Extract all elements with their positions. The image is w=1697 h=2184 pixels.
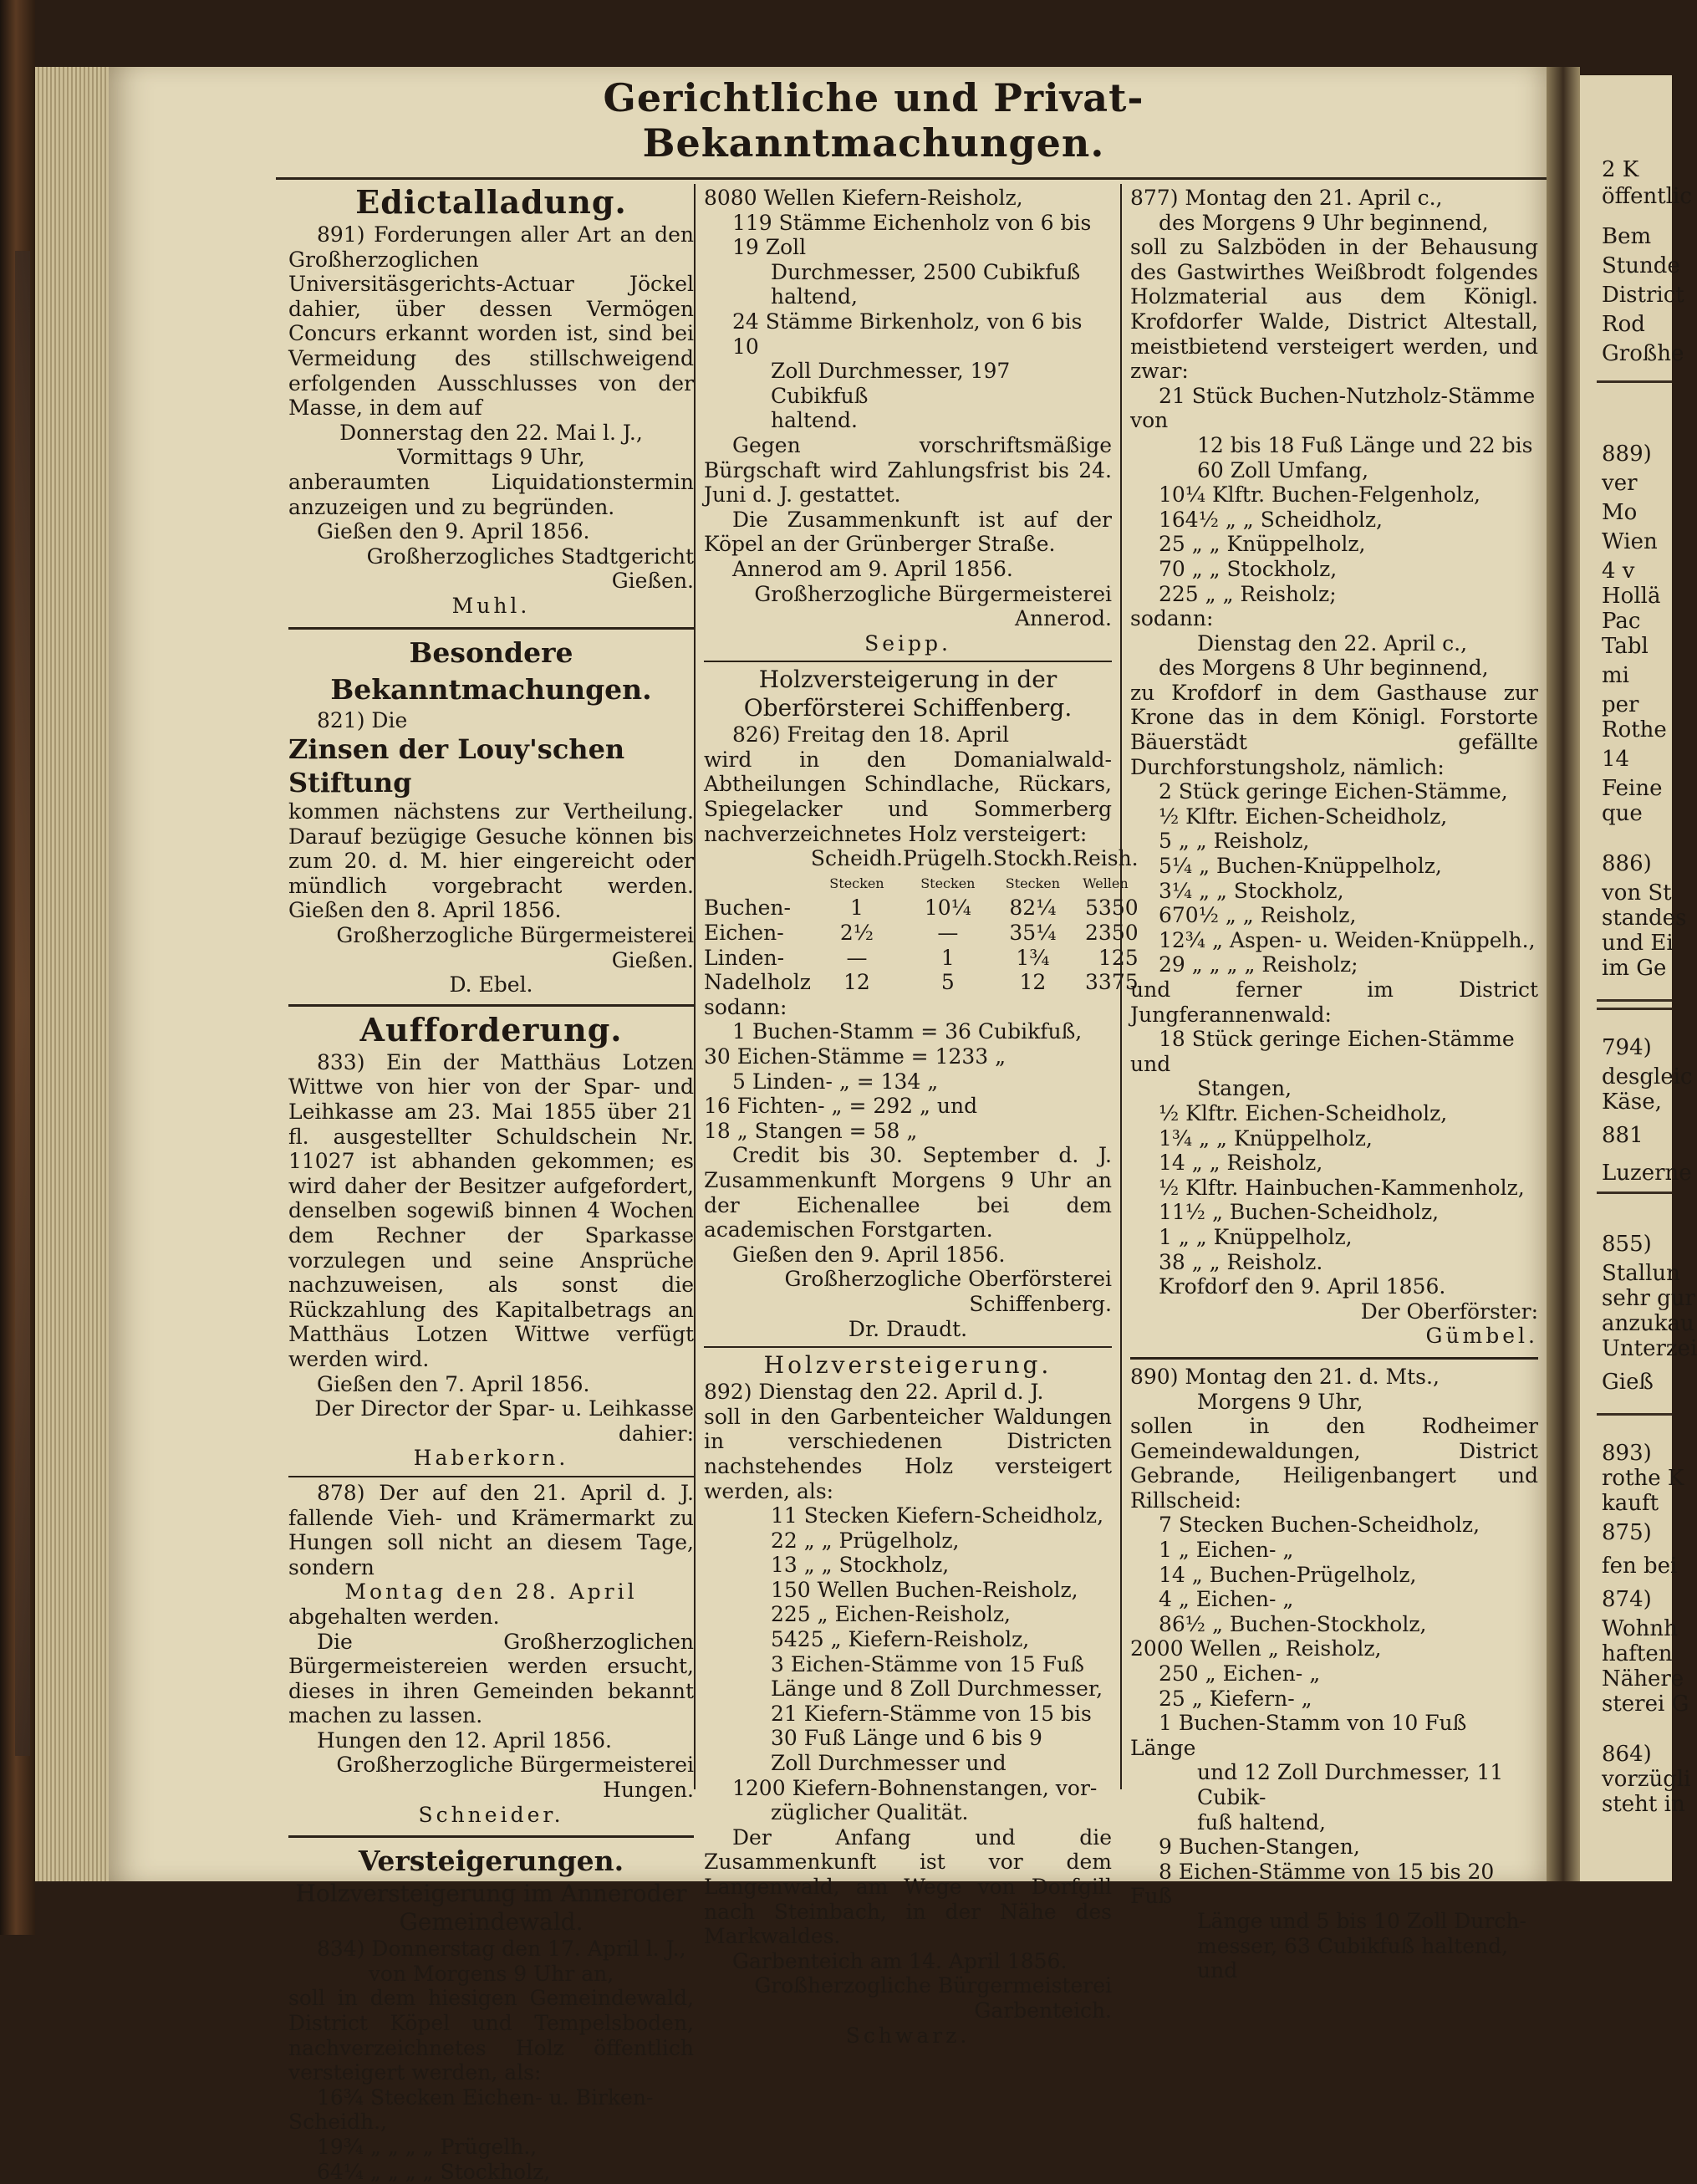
notice-877-signature-1: Der Oberförster: <box>1360 1299 1538 1324</box>
notice-877-day-2: Dienstag den 22. April c., <box>1197 630 1468 656</box>
table-cell: 3375 <box>1085 970 1139 995</box>
list-line: 164½ „ „ Scheidholz, <box>1159 507 1383 532</box>
table-cell: 12 <box>1019 970 1047 995</box>
notice-821-text: kommen nächstens zur Vertheilung. Darauf bezügige Gesuche können bis zum 20. d. M. hier eingereicht oder mündlich vorgebracht werden. Gießen den 8. April 1856. <box>288 799 694 923</box>
list-line: Zoll Durchmesser und <box>771 1751 1006 1776</box>
annerod-title: Holzversteigerung im Annerоder Gemeindewald. <box>295 1880 687 1937</box>
list-line: 1¾ „ „ Knüppelholz, <box>1159 1125 1373 1151</box>
sodann-label: sodann: <box>1130 606 1214 631</box>
list-line: 150 Wellen Buchen-Reisholz, <box>771 1577 1078 1602</box>
list-line: 225 „ „ Reisholz; <box>1159 581 1337 606</box>
section-rule <box>704 1346 1112 1348</box>
list-line: 5425 „ Kiefern-Reisholz, <box>771 1627 1030 1652</box>
schiffenberg-title: Holzversteigerung in der Oberförsterei Schiffenberg. <box>743 666 1073 722</box>
header-rule <box>276 177 1547 180</box>
annerod-place: Annerod am 9. April 1856. <box>732 556 1013 581</box>
table-cell: 5 <box>940 970 955 995</box>
list-line: 12¾ „ Aspen- u. Weiden-Knüppelh., <box>1159 927 1536 952</box>
next-page-text: fen bei <box>1602 1554 1678 1579</box>
list-line: 13 „ „ Stockholz, <box>771 1553 950 1578</box>
list-line: 670½ „ „ Reisholz, <box>1159 903 1357 928</box>
notice-834-line-2: 19¾ „ „ „ „ Prügelh., <box>317 2135 538 2159</box>
notice-834-time: von Morgens 9 Uhr an, <box>368 1961 614 1986</box>
next-page-text: sterei G <box>1602 1692 1689 1717</box>
notice-890-time: Morgens 9 Uhr, <box>1197 1389 1363 1414</box>
next-page-rule <box>1597 1413 1672 1416</box>
holzversteigerung-title: Holzversteigerung. <box>763 1351 1052 1380</box>
list-line: 14 „ „ Reisholz, <box>1159 1151 1323 1176</box>
next-page-text: Großhe <box>1602 341 1684 366</box>
list-line: Durchmesser, 2500 Cubikfuß haltend, <box>771 259 1081 309</box>
notice-878-day: Montag den 28. April <box>344 1579 638 1605</box>
edict-date-2: Vormittags 9 Uhr, <box>397 445 585 470</box>
table-cell: Linden- <box>704 945 785 970</box>
annerod-terms: Gegen vorschriftsmäßige Bürgschaft wird Zahlungsfrist bis 24. Juni d. J. gestattet. <box>704 432 1112 508</box>
notice-877-text: soll zu Salzböden in der Behausung des Gastwirthes Weißbrodt folgendes Holzmaterial aus dem Königl. Krofdorfer Walde, District Altestall, meistbietend versteigert werden, und zwar: <box>1130 235 1538 384</box>
edict-title: Edictalladung. <box>355 183 627 221</box>
list-line: 25 „ Kiefern- „ <box>1159 1686 1312 1711</box>
list-line: 12 bis 18 Fuß Länge und 22 bis <box>1197 432 1533 457</box>
aufforderung-text: 833) Ein der Matthäus Lotzen Wittwe von hier von der Spar- und Leihkasse am 23. Mai 1855 über 21 fl. ausgestellter Schuldschein Nr. 11027 ist abhanden gekommen; es wird daher der Besitzer aufgefordert, denselben sogewiß binnen 4 Wochen dem Rechner der Sparkasse vorzulegen und seine Ansprüche nachzuweisen, als sonst die Rückzahlung des Kapitalbetrags an Matthäus Lotzen Wittwe verfügt werden wird. <box>288 1049 694 1371</box>
list-line: ½ Klftr. Eichen-Scheidholz, <box>1159 1100 1448 1125</box>
section-rule <box>1130 1357 1538 1360</box>
notice-834-line-1: 16¾ Stecken Eichen- u. Birken-Scheidh., <box>288 2084 654 2135</box>
table-header-cell <box>704 846 811 871</box>
next-page-text: 875) <box>1602 1520 1652 1545</box>
list-line: 25 „ „ Knüppelholz, <box>1159 532 1366 557</box>
notice-826-place: Gießen den 9. April 1856. <box>732 1242 1006 1267</box>
notice-877-place: Krofdorf den 9. April 1856. <box>1159 1274 1446 1299</box>
notice-877-date: 877) Montag den 21. April c., <box>1130 186 1443 210</box>
table-row <box>704 921 1139 946</box>
versteigerungen-title: Versteigerungen. <box>358 1845 624 1878</box>
aufforderung-signature-1: Der Director der Spar- u. Leihkasse dahier: <box>314 1396 694 1446</box>
list-line: 119 Stämme Eichenholz von 6 bis 19 Zoll <box>732 210 1092 260</box>
next-page-text: Luzerne <box>1602 1161 1692 1186</box>
list-line: messer, 63 Cubikfuß haltend, und <box>1197 1933 1509 1983</box>
list-line: 21 Kiefern-Stämme von 15 bis <box>771 1701 1092 1726</box>
notice-834-text: soll in dem hiesigen Gemeindewald, District Köpel und Tempelsboden, nachverzeichnetes Holz öffentlich versteigert werden, als: <box>288 1986 694 2085</box>
table-cell: 2350 <box>1085 921 1139 946</box>
table-cell: Buchen- <box>704 896 791 921</box>
list-line: 29 „ „ „ „ Reisholz; <box>1159 952 1358 977</box>
next-page-text: Mo <box>1602 500 1638 525</box>
table-header-cell: Reish. <box>1073 846 1139 871</box>
table-cell: 82¼ <box>1009 896 1057 921</box>
notice-877-ferner: und ferner im District Jungferannenwald: <box>1130 977 1538 1027</box>
notice-826-text: wird in den Domanialwald-Abtheilungen Schindlache, Rückars, Spiegelacker und Sommerberg nachverzeichnetes Holz versteigert: <box>704 747 1112 846</box>
list-line: 18 Stück geringe Eichen-Stämme und <box>1130 1027 1515 1076</box>
list-line: 9 Buchen-Stangen, <box>1159 1834 1360 1860</box>
list-line: 250 „ Eichen- „ <box>1159 1661 1321 1686</box>
list-line: Stangen, <box>1197 1076 1292 1101</box>
next-page-text: que <box>1602 801 1643 826</box>
page-edges <box>35 67 110 1881</box>
notice-878-place: Hungen den 12. April 1856. <box>317 1727 612 1753</box>
notice-892-signature-1: Großherzogliche Bürgermeisterei Garbenteich. <box>754 1973 1112 2023</box>
column-divider-1 <box>694 184 696 1789</box>
list-line: 70 „ „ Stockholz, <box>1159 556 1338 581</box>
table-cell: 12 <box>843 970 870 995</box>
table-unit-cell: Stecken <box>1005 875 1061 891</box>
edict-place: Gießen den 9. April 1856. <box>317 519 590 544</box>
list-line: 24 Stämme Birkenholz, von 6 bis 10 <box>732 309 1083 359</box>
table-cell: 1 <box>849 896 864 921</box>
notice-892-date: 892) Dienstag den 22. April d. J. <box>704 1380 1044 1405</box>
notice-892-text: soll in den Garbenteicher Waldungen in verschiedenen Districten nachstehendes Holz versteigert werden, als: <box>704 1404 1112 1503</box>
next-page-text: Unterzei <box>1602 1336 1697 1361</box>
next-page-text: rothe K <box>1602 1466 1684 1491</box>
table-cell: Nadelholz <box>704 970 811 995</box>
next-page-text: Feine <box>1602 776 1663 801</box>
notice-892-place: Garbenteich am 14. April 1856. <box>732 1948 1068 1973</box>
next-page-text: Käse, <box>1602 1089 1662 1115</box>
annerod-signature-1: Großherzogliche Bürgermeisterei Annerod. <box>754 581 1112 631</box>
next-page-text: mi <box>1602 663 1629 688</box>
list-line: 14 „ Buchen-Prügelholz, <box>1159 1562 1417 1587</box>
next-page-text: 881 <box>1602 1123 1643 1148</box>
table-cell: — <box>937 921 959 946</box>
list-line: 1 Buchen-Stamm von 10 Fuß Länge <box>1130 1711 1467 1760</box>
sodann-label: sodann: <box>704 994 787 1019</box>
next-page-text: 889) <box>1602 441 1652 467</box>
next-page-text: 874) <box>1602 1587 1652 1612</box>
next-page-text: Tabl <box>1602 634 1649 659</box>
next-page-text: Gieß <box>1602 1370 1654 1395</box>
list-line: 30 Fuß Länge und 6 bis 9 <box>771 1726 1042 1751</box>
next-page-text: Bem <box>1602 224 1652 249</box>
notice-821-heading: Zinsen der Louy'schen Stiftung <box>288 733 625 799</box>
notice-890-text: sollen in den Rodheimer Gemeindewaldungen, District Gebrande, Heiligenbangert und Rillscheid: <box>1130 1414 1538 1513</box>
next-page-text: 864) <box>1602 1742 1652 1767</box>
list-line: 2 Stück geringe Eichen-Stämme, <box>1159 779 1508 804</box>
section-rule <box>288 1835 694 1838</box>
next-page-text: kauft <box>1602 1491 1659 1516</box>
table-cell: 125 <box>1098 945 1139 970</box>
table-cell: 1 <box>940 945 955 970</box>
next-page-text: desgleic <box>1602 1064 1693 1089</box>
notice-821-signature-2: D. Ebel. <box>449 972 533 998</box>
next-page-text: vorzügli <box>1602 1767 1691 1792</box>
edict-signature-2: Muhl. <box>451 593 531 618</box>
next-page-rule <box>1597 1192 1672 1194</box>
notice-878-text-2: abgehalten werden. <box>288 1604 500 1629</box>
next-page-text: Wien <box>1602 529 1658 554</box>
next-page-text: per <box>1602 692 1639 717</box>
notice-878-signature-2: Schneider. <box>418 1802 564 1827</box>
edict-signature-1: Großherzogliches Stadtgericht Gießen. <box>366 543 694 594</box>
annerod-signature-2: Seipp. <box>864 630 951 656</box>
section-rule <box>704 661 1112 662</box>
book-gutter <box>1547 67 1580 1881</box>
list-line: 2000 Wellen „ Reisholz, <box>1130 1636 1382 1661</box>
next-page-text: steht in <box>1602 1792 1685 1817</box>
notice-878-text-3: Die Großherzoglichen Bürgermeistereien werden ersucht, dieses in ihren Gemeinden bekannt machen zu lassen. <box>288 1629 694 1728</box>
list-line: Länge und 8 Zoll Durchmesser, <box>771 1676 1103 1702</box>
list-line: 22 „ „ Prügelholz, <box>771 1528 960 1553</box>
next-page-text: Rothe <box>1602 717 1667 742</box>
list-line: 60 Zoll Umfang, <box>1197 457 1369 482</box>
notice-826-date: 826) Freitag den 18. April <box>732 722 1009 748</box>
column-1 <box>288 182 694 2184</box>
next-page-text: sehr gur <box>1602 1286 1695 1311</box>
list-line: 3¼ „ „ Stockholz, <box>1159 878 1344 903</box>
section-rule <box>288 627 694 630</box>
table-cell: 5350 <box>1085 896 1139 921</box>
table-cell: 2½ <box>839 921 874 946</box>
aufforderung-signature-2: Haberkorn. <box>413 1446 569 1471</box>
next-page-text: ver <box>1602 471 1638 496</box>
list-line: 30 Eichen-Stämme = 1233 „ <box>704 1044 1006 1069</box>
table-cell: 1¾ <box>1016 945 1050 970</box>
notice-834-line-3: 64¼ „ „ „ „ Stockholz, <box>317 2159 551 2184</box>
notice-878-text: 878) Der auf den 21. April d. J. fallende Vieh- und Krämermarkt zu Hungen soll nicht an diesem Tage, sondern <box>288 1480 694 1579</box>
list-line: haltend. <box>771 408 858 433</box>
next-page-text: standes <box>1602 906 1687 931</box>
next-page-text: Nähere <box>1602 1666 1684 1692</box>
next-page-text: von St <box>1602 880 1672 906</box>
list-line: 225 „ Eichen-Reisholz, <box>771 1602 1011 1627</box>
list-line: fuß haltend, <box>1197 1809 1326 1834</box>
next-page-text: Stallun <box>1602 1261 1680 1286</box>
wood-table <box>704 846 1139 995</box>
notice-821-signature-1: Großherzogliche Bürgermeisterei Gießen. <box>336 923 694 972</box>
next-page-text: haften <box>1602 1641 1673 1666</box>
list-line: 1200 Kiefern-Bohnenstangen, vor- <box>732 1775 1098 1800</box>
notice-878-signature-1: Großherzogliche Bürgermeisterei Hungen. <box>336 1753 694 1803</box>
next-page-text: anzukau <box>1602 1311 1694 1336</box>
notice-826-credit: Credit bis 30. September d. J. Zusammenkunft Morgens 9 Uhr an der Eichenallee bei dem academischen Forstgarten. <box>704 1143 1112 1243</box>
column-3 <box>1130 186 1538 1983</box>
page-header: Gerichtliche und Privat-Bekanntmachungen. <box>603 75 1144 166</box>
next-page-text: 2 K <box>1602 157 1639 182</box>
list-line: 3 Eichen-Stämme von 15 Fuß <box>771 1651 1084 1676</box>
table-unit-cell: Wellen <box>1083 875 1129 891</box>
aufforderung-place: Gießen den 7. April 1856. <box>317 1371 590 1396</box>
annerod-meeting: Die Zusammenkunft ist auf der Köpel an der Grünberger Straße. <box>704 507 1112 557</box>
table-unit-cell <box>704 871 811 896</box>
list-line: 8080 Wellen Kiefern-Reisholz, <box>704 186 1023 210</box>
list-line: 16 Fichten- „ = 292 „ und <box>704 1094 978 1119</box>
next-page-text: 893) <box>1602 1441 1652 1466</box>
edict-text: 891) Forderungen aller Art an den Großherzoglichen Universitäsgerichts-Actuar Jöckel dahier, über dessen Vermögen Concurs erkannt worden ist, sind bei Vermeidung des stillschweigend erfolgenden Ausschlusses von der Masse, in dem auf <box>288 222 694 421</box>
table-cell: — <box>846 945 868 970</box>
next-page-rule <box>1597 1008 1672 1010</box>
column-2 <box>704 186 1139 2048</box>
list-line: ½ Klftr. Hainbuchen-Kammenholz, <box>1159 1175 1525 1200</box>
notice-821-lead: 821) Die <box>317 707 408 732</box>
table-header-cell: Stockh. <box>992 846 1073 871</box>
edict-date-1: Donnerstag den 22. Mai l. J., <box>339 420 643 445</box>
list-line: 1 „ „ Knüppelholz, <box>1159 1224 1353 1249</box>
notice-877-time: des Morgens 9 Uhr beginnend, <box>1159 210 1489 235</box>
list-line: ½ Klftr. Eichen-Scheidholz, <box>1159 804 1448 829</box>
list-line: 11 Stecken Kiefern-Scheidholz, <box>771 1503 1104 1528</box>
table-row <box>704 896 1139 921</box>
next-page-text: und Ei <box>1602 931 1674 956</box>
next-page-text: Rod <box>1602 312 1645 337</box>
list-line: 5 „ „ Reisholz, <box>1159 829 1310 854</box>
section-rule <box>288 1004 694 1007</box>
list-line: 1 „ Eichen- „ <box>1159 1538 1294 1563</box>
table-cell: Eichen- <box>704 921 784 946</box>
next-page-text: öffentlic <box>1602 184 1692 209</box>
spine-band <box>15 251 30 1756</box>
list-line: 86½ „ Buchen-Stockholz, <box>1159 1611 1427 1636</box>
notice-892-meeting: Der Anfang und die Zusammenkunft ist vor dem Langenwald, am Wege von Dorfgill nach Steinbach, in der Nähe des Markwaldes. <box>704 1824 1112 1949</box>
besondere-title: Besondere Bekanntmachungen. <box>330 635 652 706</box>
next-page-rule <box>1597 999 1672 1002</box>
list-line: 21 Stück Buchen-Nutzholz-Stämme von <box>1130 383 1536 433</box>
notice-892-signature-2: Schwarz. <box>845 2023 971 2048</box>
edict-text-2: anberaumten Liquidationstermin anzuzeigen und zu begründen. <box>288 469 694 519</box>
next-page-text: 855) <box>1602 1232 1652 1257</box>
next-page-text: im Ge <box>1602 956 1667 981</box>
table-unit-cell: Stecken <box>829 875 884 891</box>
notice-826-signature-1: Großherzogliche Oberförsterei Schiffenberg. <box>784 1267 1112 1316</box>
table-row <box>704 946 1139 971</box>
next-page-text: Hollä <box>1602 584 1661 609</box>
notice-890-date: 890) Montag den 21. d. Mts., <box>1130 1364 1440 1389</box>
list-line: Zoll Durchmesser, 197 Cubikfuß <box>771 359 1011 408</box>
table-header-cell: Prügelh. <box>902 846 993 871</box>
list-line: 5¼ „ Buchen-Knüppelholz, <box>1159 854 1442 879</box>
list-line: 4 „ Eichen- „ <box>1159 1587 1294 1612</box>
list-line: 8 Eichen-Stämme von 15 bis 20 Fuß <box>1130 1859 1495 1909</box>
table-cell: 10¼ <box>924 896 971 921</box>
list-line: 1 Buchen-Stamm = 36 Cubikfuß, <box>732 1019 1083 1044</box>
next-page-text: District <box>1602 283 1684 308</box>
next-page-text: Wohnh <box>1602 1616 1678 1641</box>
list-line: 5 Linden- „ = 134 „ <box>732 1069 939 1094</box>
notice-826-signature-2: Dr. Draudt. <box>848 1316 968 1341</box>
notice-877-signature-2: Gümbel. <box>1425 1324 1538 1349</box>
notice-834-date: 834) Donnerstag den 17. April l. J., <box>317 1937 686 1962</box>
table-cell: 35¼ <box>1009 921 1057 946</box>
section-rule <box>288 1476 694 1477</box>
table-row <box>704 970 1139 995</box>
next-page-text: 794) <box>1602 1035 1652 1060</box>
next-page-rule <box>1597 380 1672 383</box>
table-header-cell: Scheidh. <box>810 846 903 871</box>
next-page-text: 886) <box>1602 851 1652 876</box>
list-line: 7 Stecken Buchen-Scheidholz, <box>1159 1513 1480 1538</box>
next-page-text: Stunde <box>1602 253 1680 278</box>
list-line: Länge und 5 bis 10 Zoll Durch- <box>1197 1908 1526 1933</box>
notice-877-text-2: zu Krofdorf in dem Gasthause zur Krone das in dem Königl. Forstorte Bäuerstädt gefällte Durchforstungsholz, nämlich: <box>1130 680 1538 779</box>
next-page-text: 14 <box>1602 747 1630 772</box>
list-line: und 12 Zoll Durchmesser, 11 Cubik- <box>1197 1760 1504 1809</box>
list-line: 38 „ „ Reisholz. <box>1159 1249 1323 1274</box>
list-line: 10¼ Klftr. Buchen-Felgenholz, <box>1159 482 1480 508</box>
next-page-text: 4 v <box>1602 559 1635 584</box>
table-unit-cell: Stecken <box>920 875 976 891</box>
aufforderung-title: Aufforderung. <box>359 1010 623 1049</box>
list-line: 11½ „ Buchen-Scheidholz, <box>1159 1200 1440 1225</box>
next-page-text: Pac <box>1602 609 1641 634</box>
list-line: 18 „ Stangen = 58 „ <box>704 1118 918 1143</box>
notice-877-time-2: des Morgens 8 Uhr beginnend, <box>1159 656 1489 681</box>
list-line: züglicher Qualität. <box>771 1800 969 1825</box>
